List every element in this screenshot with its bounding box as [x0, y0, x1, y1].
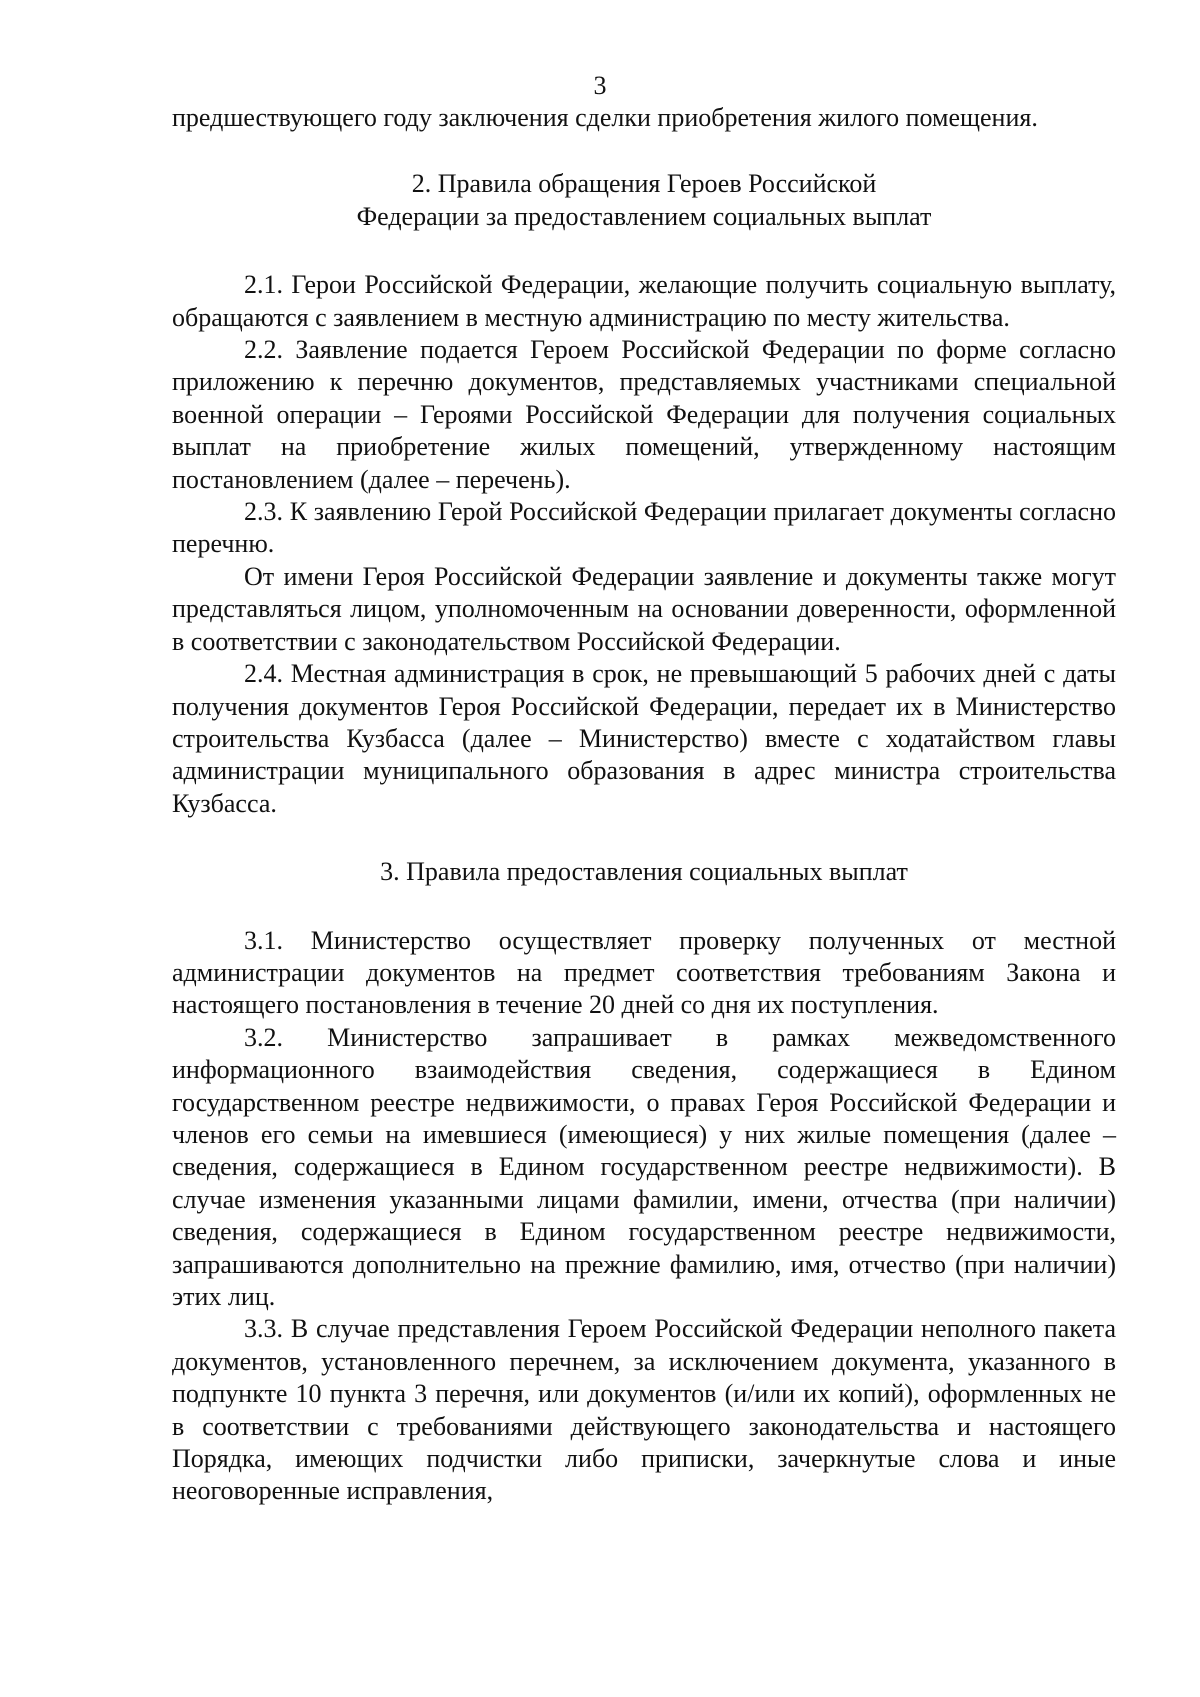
continuation-paragraph: предшествующего году заключения сделки приобретения жилого помещения. [172, 103, 1038, 132]
paragraph-3-3: 3.3. В случае представления Героем Российской Федерации неполного пакета документов, установленного перечнем, за исключением документа, указанного в подпункте 10 пункта 3 перечня, или документов (и/или их копий), оформленных не в соответствии с требованиями действующего законодательства и настоящего Порядка, имеющих подчистки либо приписки, зачеркнутые слова и иные неоговоренные исправления, [172, 1314, 1116, 1506]
paragraph-2-2: 2.2. Заявление подается Героем Российской Федерации по форме согласно приложению к перечню документов, представляемых участниками специальной военной операции – Героями Российской Федерации для получения социальных выплат на приобретение жилых помещений, утвержденному настоящим постановлением (далее – перечень). [172, 335, 1116, 494]
document-body [172, 102, 1116, 1508]
section-2-title-line-2: Федерации за предоставлением социальных выплат [356, 201, 932, 231]
page-number: 3 [593, 71, 607, 100]
spacer [172, 233, 1116, 269]
paragraph-2-1: 2.1. Герои Российской Федерации, желающие получить социальную выплату, обращаются с заявлением в местную администрацию по месту жительства. [172, 270, 1116, 332]
paragraph-2-3: 2.3. К заявлению Герой Российской Федерации прилагает документы согласно перечню. [172, 497, 1116, 559]
paragraph-2-3-cont: От имени Героя Российской Федерации заявление и документы также могут представляться лицом, уполномоченным на основании доверенности, оформленной в соответствии с законодательством Российской Федерации. [172, 561, 1116, 656]
paragraph-3-2: 3.2. Министерство запрашивает в рамках межведомственного информационного взаимодействия сведения, содержащиеся в Едином государственном реестре недвижимости, о правах Героя Российской Федерации и членов его семьи на имевшиеся (имеющиеся) у них жилые помещения (далее – сведения, содержащиеся в Едином государственном реестре недвижимости). В случае изменения указанными лицами фамилии, имени, отчества (при наличии) сведения, содержащиеся в Едином государственном реестре недвижимости, запрашиваются дополнительно на прежние фамилию, имя, отчество (при наличии) этих лиц. [172, 1022, 1116, 1311]
section-3-title: 3. Правила предоставления социальных выплат [380, 857, 908, 887]
paragraph-3-1: 3.1. Министерство осуществляет проверку полученных от местной администрации документов на предмет соответствия требованиям Закона и настоящего постановления в течение 20 дней со дня их поступления. [172, 925, 1116, 1020]
section-2-title-line-1: 2. Правила обращения Героев Российской [411, 169, 877, 199]
paragraph-2-4: 2.4. Местная администрация в срок, не превышающий 5 рабочих дней с даты получения документов Героя Российской Федерации, передает их в Министерство строительства Кузбасса (далее – Министерство) вместе с ходатайством главы администрации муниципального образования в адрес министра строительства Кузбасса. [172, 659, 1116, 818]
spacer [172, 820, 1116, 856]
spacer [172, 889, 1116, 925]
spacer [172, 134, 1116, 168]
